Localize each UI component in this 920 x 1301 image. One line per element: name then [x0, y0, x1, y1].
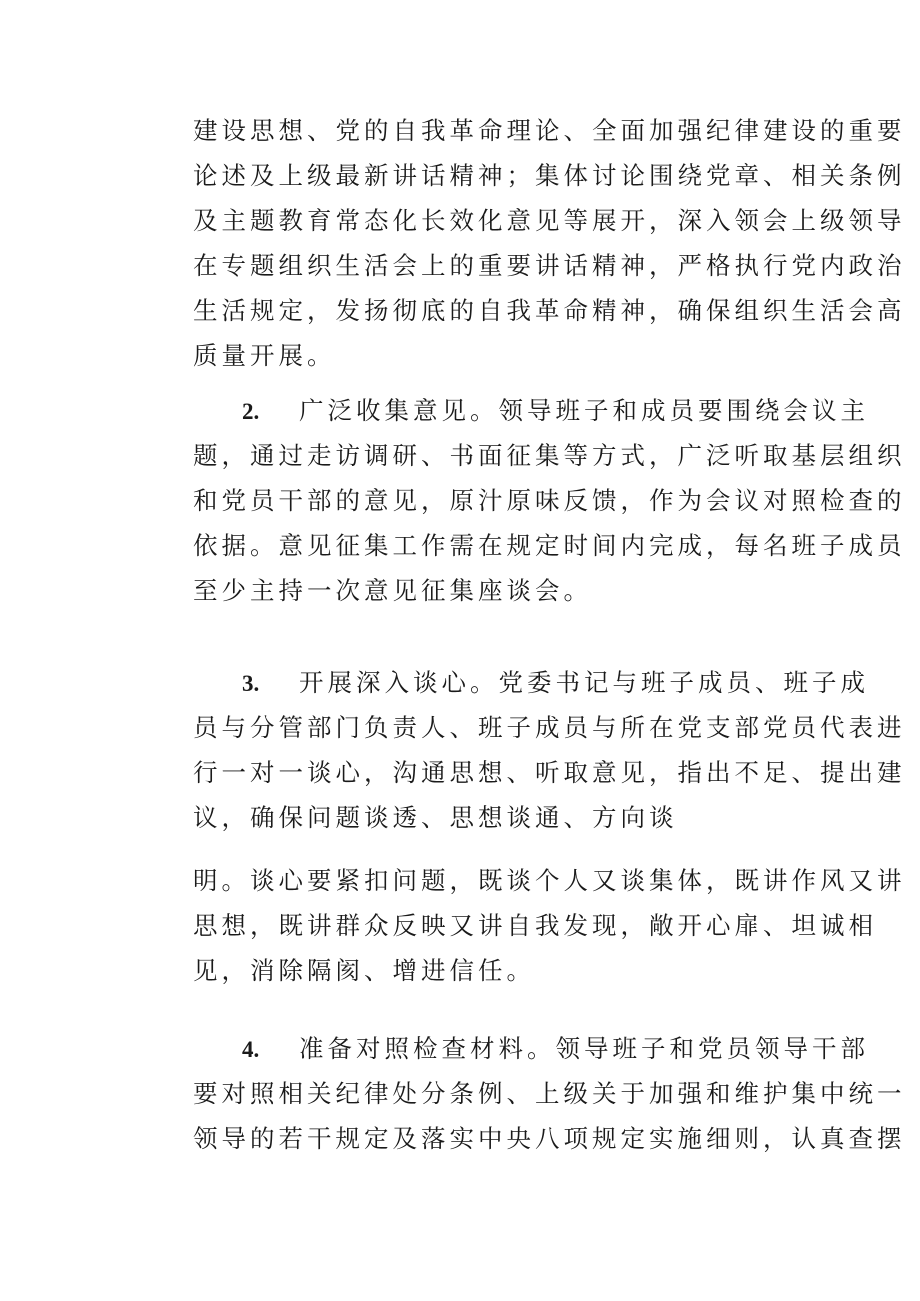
para3-line-3: 行一对一谈心，沟通思想、听取意见，指出不足、提出建: [193, 758, 906, 787]
para3-line-5: 明。谈心要紧扣问题，既谈个人又谈集体，既讲作风又讲: [193, 866, 906, 895]
para3-first-line: [242, 668, 869, 697]
para4-number: 4.: [242, 1037, 260, 1062]
para3-line-2: 员与分管部门负责人、班子成员与所在党支部党员代表进: [193, 713, 906, 742]
para4-line-3: 领导的若干规定及落实中央八项规定实施细则，认真查摆: [193, 1124, 906, 1153]
para1-line-3: 及主题教育常态化长效化意见等展开，深入领会上级领导: [193, 206, 906, 235]
para1-line-2: 论述及上级最新讲话精神；集体讨论围绕党章、相关条例: [193, 161, 906, 190]
para1-line-6: 质量开展。: [193, 341, 336, 370]
para3-number: 3.: [242, 671, 260, 696]
para4-first-line: [242, 1034, 869, 1063]
para2-line-2: 题，通过走访调研、书面征集等方式，广泛听取基层组织: [193, 441, 906, 470]
para2-line-3: 和党员干部的意见，原汁原味反馈，作为会议对照检查的: [193, 486, 906, 515]
para2-line-1: 广泛收集意见。领导班子和成员要围绕会议主: [299, 396, 869, 425]
para4-line-1: 准备对照检查材料。领导班子和党员领导干部: [299, 1034, 869, 1063]
para3-line-4: 议，确保问题谈透、思想谈通、方向谈: [193, 803, 678, 832]
para2-number: 2.: [242, 399, 260, 424]
para2-line-4: 依据。意见征集工作需在规定时间内完成，每名班子成员: [193, 531, 906, 560]
para4-line-2: 要对照相关纪律处分条例、上级关于加强和维护集中统一: [193, 1079, 906, 1108]
para1-line-5: 生活规定，发扬彻底的自我革命精神，确保组织生活会高: [193, 296, 906, 325]
para3-line-1: 开展深入谈心。党委书记与班子成员、班子成: [299, 668, 869, 697]
para2-line-5: 至少主持一次意见征集座谈会。: [193, 576, 592, 605]
para1-line-1: 建设思想、党的自我革命理论、全面加强纪律建设的重要: [193, 116, 906, 145]
para1-line-4: 在专题组织生活会上的重要讲话精神，严格执行党内政治: [193, 251, 906, 280]
para3-line-6: 思想，既讲群众反映又讲自我发现，敞开心扉、坦诚相: [193, 911, 877, 940]
para3-line-7: 见，消除隔阂、增进信任。: [193, 956, 535, 985]
para2-first-line: [242, 396, 869, 425]
